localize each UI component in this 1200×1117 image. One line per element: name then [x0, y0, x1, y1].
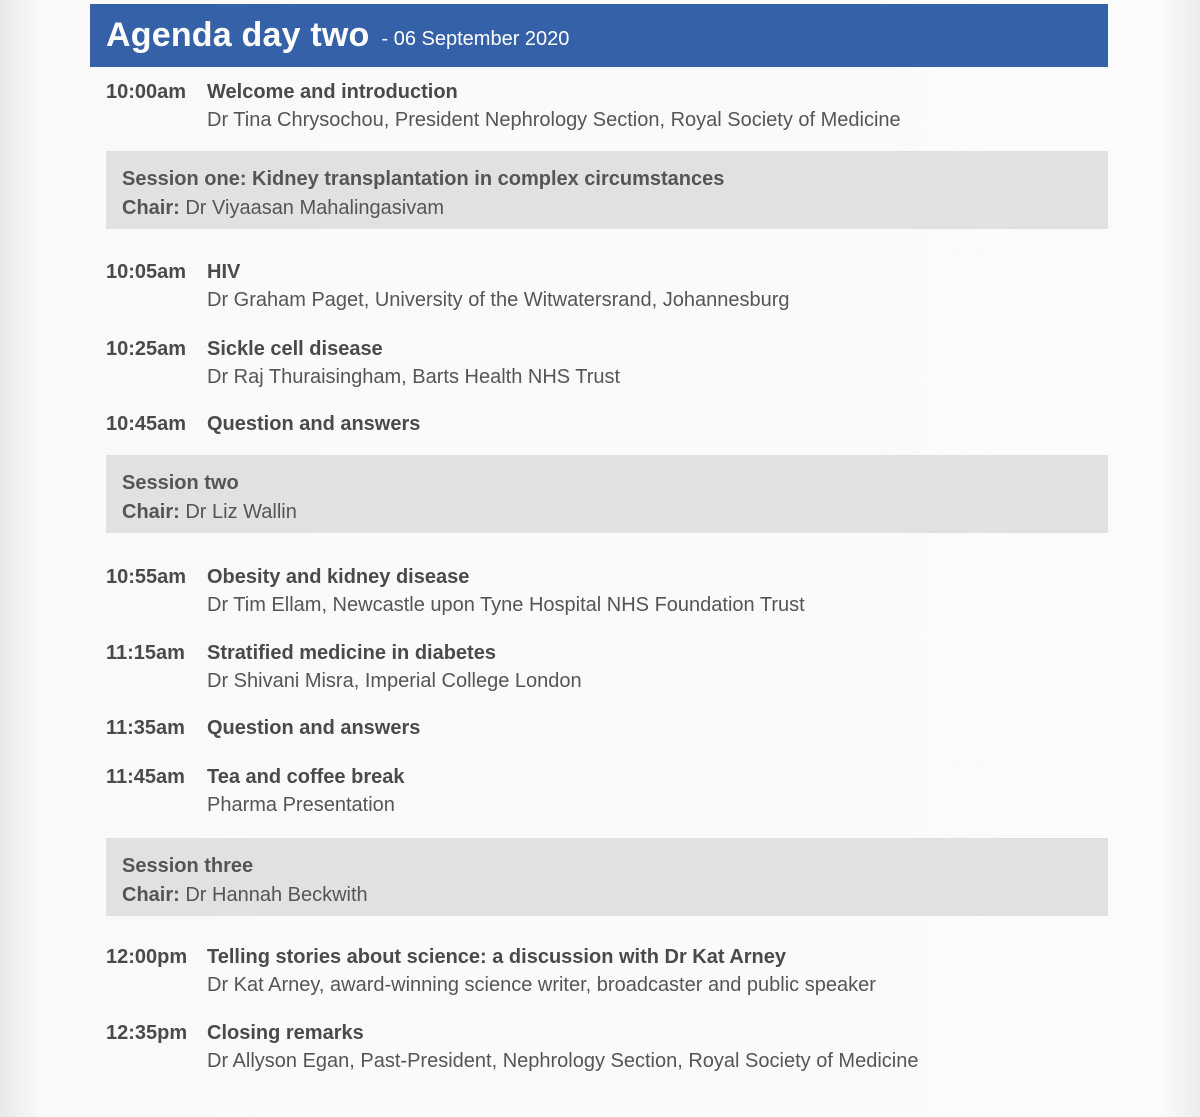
session-chair: [122, 497, 1108, 527]
item-time: 10:00am: [106, 81, 187, 103]
chair-name: Dr Hannah Beckwith: [185, 884, 368, 906]
item-speaker: Dr Raj Thuraisingham, Barts Health NHS Trust: [207, 366, 621, 388]
item-title: Tea and coffee break: [207, 766, 405, 788]
item-speaker: Dr Allyson Egan, Past-President, Nephrology Section, Royal Society of Medicine: [207, 1050, 919, 1072]
chair-label: Chair:: [122, 884, 180, 906]
item-title: Sickle cell disease: [207, 338, 383, 360]
item-time: 12:00pm: [106, 946, 188, 968]
session-title: Session two: [122, 472, 239, 494]
item-time: 12:35pm: [106, 1022, 188, 1044]
chair-label: Chair:: [122, 197, 180, 219]
item-speaker: Dr Tim Ellam, Newcastle upon Tyne Hospital NHS Foundation Trust: [207, 594, 805, 616]
item-time: 10:45am: [106, 413, 187, 435]
item-title: Question and answers: [207, 413, 421, 435]
chair-name: Dr Viyaasan Mahalingasivam: [185, 197, 445, 219]
chair-name: Dr Liz Wallin: [185, 501, 297, 523]
session-title: Session three: [122, 855, 254, 877]
agenda-date: - 06 September 2020: [381, 28, 570, 50]
item-speaker: Dr Graham Paget, University of the Witwatersrand, Johannesburg: [207, 289, 790, 311]
session-block: [106, 151, 1108, 229]
chair-label: Chair:: [122, 501, 180, 523]
item-title: Telling stories about science: a discussion with Dr Kat Arney: [207, 946, 787, 968]
session-chair: [122, 193, 1108, 223]
session-block: [106, 455, 1108, 533]
agenda-header: [90, 4, 1108, 67]
item-speaker: Dr Kat Arney, award-winning science writer, broadcaster and public speaker: [207, 974, 876, 996]
item-time: 10:25am: [106, 338, 187, 360]
item-speaker: Dr Shivani Misra, Imperial College London: [207, 670, 582, 692]
item-title: Closing remarks: [207, 1022, 364, 1044]
item-time: 10:55am: [106, 566, 187, 588]
item-title: Stratified medicine in diabetes: [207, 642, 496, 664]
item-time: 11:45am: [106, 766, 185, 788]
item-time: 11:15am: [106, 642, 185, 664]
session-block: [106, 838, 1108, 916]
item-title: Welcome and introduction: [207, 81, 458, 103]
item-title: Obesity and kidney disease: [207, 566, 470, 588]
session-chair: [122, 880, 1108, 910]
agenda-title: Agenda day two: [106, 16, 370, 54]
item-speaker: Dr Tina Chrysochou, President Nephrology Section, Royal Society of Medicine: [207, 109, 901, 131]
session-title: Session one: Kidney transplantation in complex circumstances: [122, 168, 725, 190]
item-title: HIV: [207, 261, 241, 283]
item-title: Question and answers: [207, 717, 421, 739]
item-time: 11:35am: [106, 717, 185, 739]
item-time: 10:05am: [106, 261, 187, 283]
item-speaker: Pharma Presentation: [207, 794, 395, 816]
